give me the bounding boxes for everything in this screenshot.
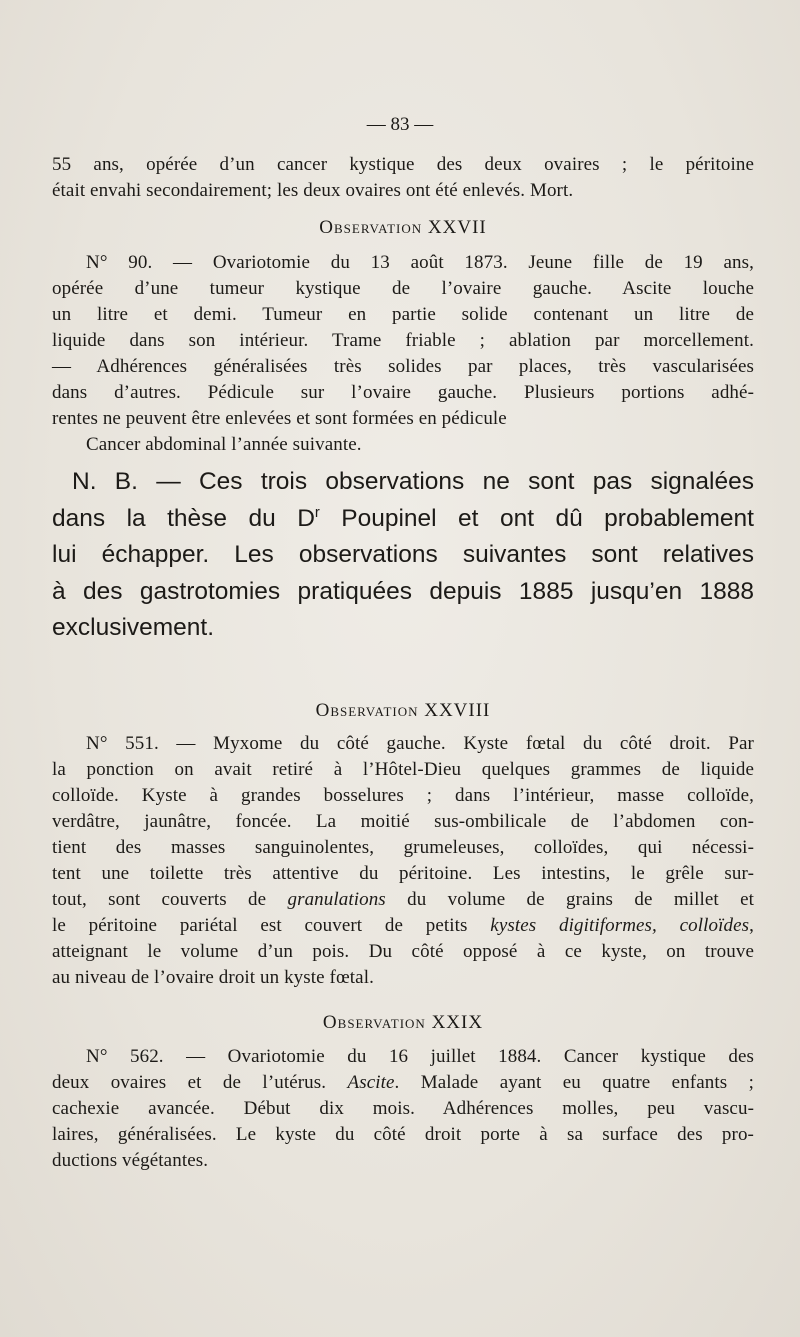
text-line: tient des masses sanguinolentes, grumeleuses, colloïdes, qui nécessi- [52,837,754,858]
text-line: N° 562. — Ovariotomie du 16 juillet 1884. Cancer kystique des [86,1046,754,1067]
continuation-paragraph [52,152,754,204]
observation-heading: Observation XXIX [322,1012,484,1033]
text-line: deux ovaires et de l’utérus. Ascite. Malade ayant eu quatre enfants ; [52,1072,754,1093]
editorial-note [52,464,754,647]
text-line: tent une toilette très attentive du péritoine. Les intestins, le grêle sur- [52,863,754,884]
text-line: opérée d’une tumeur kystique de l’ovaire gauche. Ascite louche [52,278,754,299]
observation-28-body [52,731,754,991]
observation-heading: Observation XXVII [319,217,487,238]
observation-27 [52,215,754,241]
text-line: la ponction on avait retiré à l’Hôtel-Dieu quelques grammes de liquide [52,759,754,780]
text-line: un litre et demi. Tumeur en partie solide contenant un litre de [52,304,754,325]
observation-29-body [52,1044,754,1174]
page-number: — 83 — [366,114,434,135]
text-line: rentes ne peuvent être enlevées et sont formées en pédicule [52,408,507,429]
observation-27-body [52,250,754,458]
text-line: laires, généralisées. Le kyste du côté droit porte à sa surface des pro- [52,1124,754,1145]
observation-28 [52,698,754,724]
text-line: N° 90. — Ovariotomie du 13 août 1873. Jeune fille de 19 ans, [86,252,754,273]
text-line: ductions végétantes. [52,1150,209,1171]
text-line: colloïde. Kyste à grandes bosselures ; dans l’intérieur, masse colloïde, [52,785,754,806]
note-line: N. B. — Ces trois observations ne sont pas signalées [72,468,754,495]
text-line: dans d’autres. Pédicule sur l’ovaire gauche. Plusieurs portions adhé- [52,382,754,403]
observation-heading: Observation XXVIII [315,700,491,721]
text-line: était envahi secondairement; les deux ovaires ont été enlevés. Mort. [52,180,574,201]
text-line: verdâtre, jaunâtre, foncée. La moitié sus-ombilicale de l’abdomen con- [52,811,754,832]
note-line: exclusivement. [52,614,215,641]
note-line: dans la thèse du $D^r$ Poupinel et ont dû probablement [52,504,754,532]
observation-29 [52,1010,754,1036]
text-line: liquide dans son intérieur. Trame friable ; ablation par morcellement. [52,330,754,351]
text-line: atteignant le volume d’un pois. Du côté opposé à ce kyste, on trouve [52,941,754,962]
text-line: Cancer abdominal l’année suivante. [86,434,362,455]
text-line: cachexie avancée. Début dix mois. Adhérences molles, peu vascu- [52,1098,754,1119]
text-line: tout, sont couverts de granulations du volume de grains de millet et [52,889,754,910]
text-line: 55 ans, opérée d’un cancer kystique des deux ovaires ; le péritoine [52,154,754,175]
text-line: le péritoine pariétal est couvert de petits kystes digitiformes, colloïdes, [52,915,754,936]
text-line: — Adhérences généralisées très solides par places, très vascularisées [52,356,754,377]
note-line: lui échapper. Les observations suivantes sont relatives [52,541,754,568]
text-line: N° 551. — Myxome du côté gauche. Kyste fœtal du côté droit. Par [86,733,754,754]
note-line: à des gastrotomies pratiquées depuis 1885 jusqu’en 1888 [52,577,754,605]
text-line: au niveau de l’ovaire droit un kyste fœtal. [52,967,374,988]
